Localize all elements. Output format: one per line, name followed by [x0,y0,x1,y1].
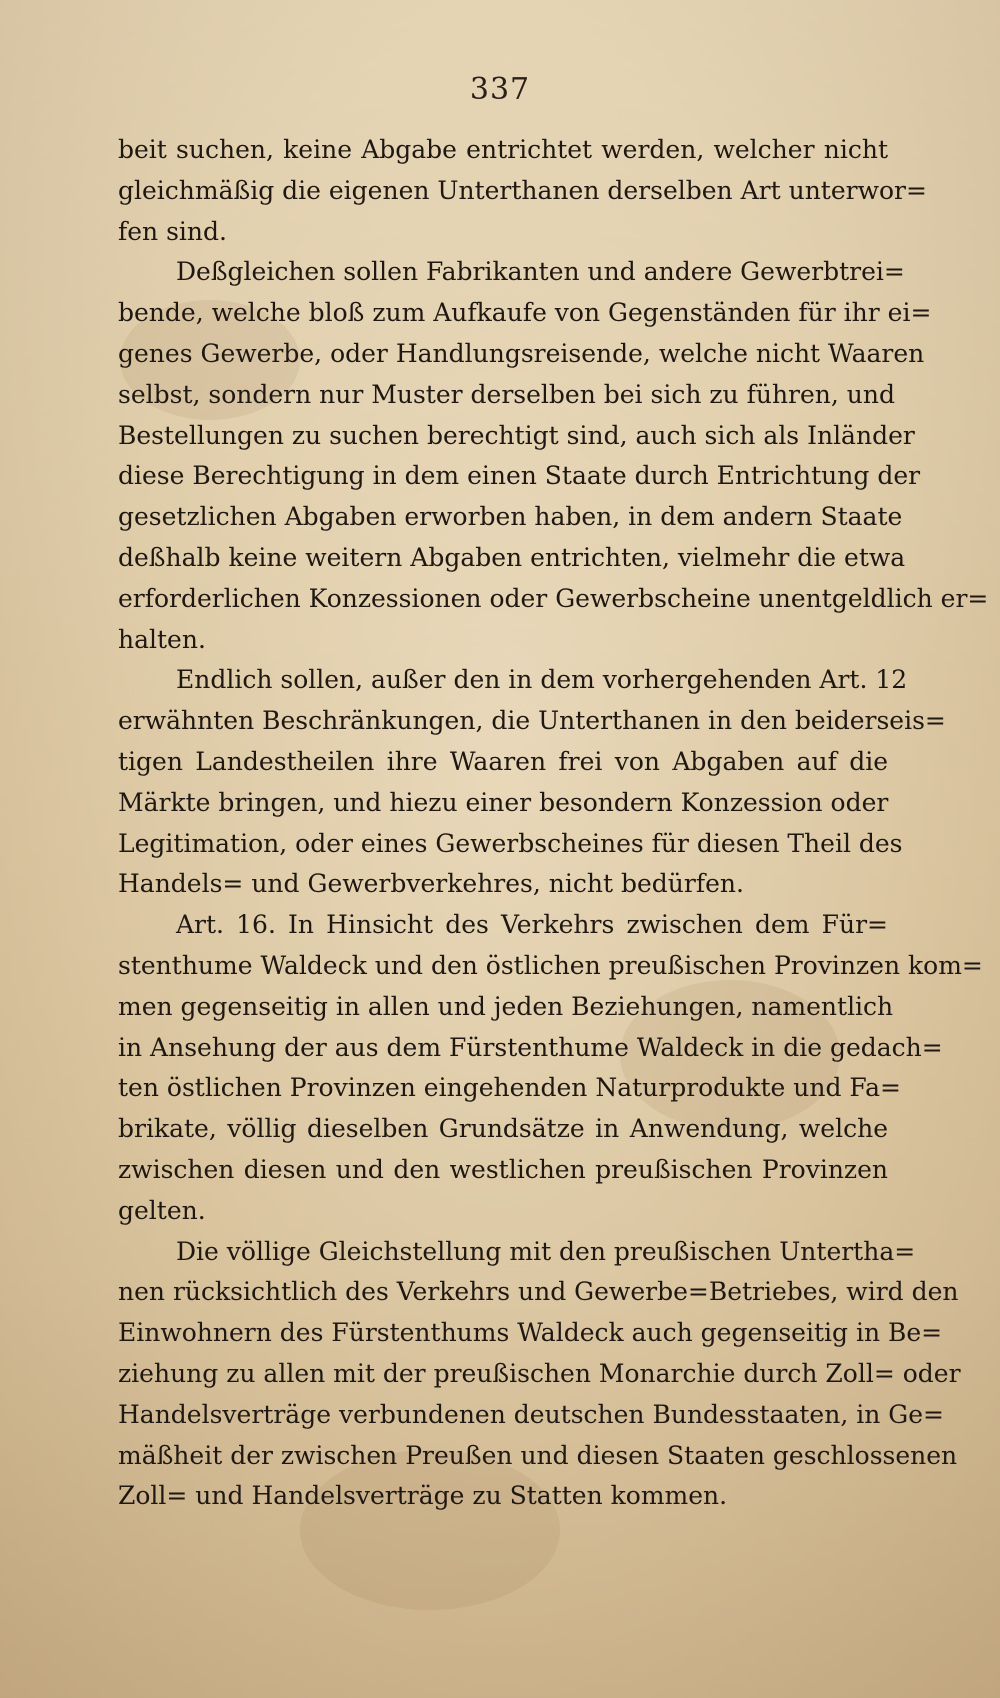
text-line: beit suchen, keine Abgabe entrichtet werden, welcher nicht [118,135,888,164]
text-line: bende, welche bloß zum Aufkaufe von Gegenständen für ihr ei= [118,298,932,328]
paragraph [118,130,927,252]
text-line: Deßgleichen sollen Fabrikanten und andere Gewerbtrei= [176,257,905,287]
text-line: diese Berechtigung in dem einen Staate durch Entrichtung der [118,461,921,491]
paragraph [118,1232,961,1518]
text-line: in Ansehung der aus dem Fürstenthume Waldeck in die gedach= [118,1032,943,1062]
text-line: Legitimation, oder eines Gewerbscheines für diesen Theil des [118,828,903,858]
paragraph [118,905,983,1231]
page-number: 337 [469,72,531,107]
text-line: halten. [118,624,206,654]
text-line: Zoll= und Handelsverträge zu Statten kommen. [118,1481,728,1511]
paragraph [118,660,946,905]
text-line: Handelsverträge verbundenen deutschen Bundesstaaten, in Ge= [118,1399,944,1429]
text-line: genes Gewerbe, oder Handlungsreisende, welche nicht Waaren [118,338,925,368]
text-line: gesetzlichen Abgaben erworben haben, in dem andern Staate [118,502,903,532]
text-line: gleichmäßig die eigenen Unterthanen derselben Art unterwor= [118,175,927,205]
text-line: Die völlige Gleichstellung mit den preußischen Untertha= [176,1236,916,1266]
text-line: Bestellungen zu suchen berechtigt sind, auch sich als Inländer [118,420,915,450]
text-line: men gegenseitig in allen und jeden Beziehungen, namentlich [118,991,894,1021]
text-line: erforderlichen Konzessionen oder Gewerbscheine unentgeldlich er= [118,583,989,613]
text-line: Märkte bringen, und hiezu einer besondern Konzession oder [118,787,889,817]
text-line: ziehung zu allen mit der preußischen Monarchie durch Zoll= oder [118,1358,961,1388]
text-line: ten östlichen Provinzen eingehenden Naturprodukte und Fa= [118,1073,901,1103]
text-line: Endlich sollen, außer den in dem vorhergehenden Art. 12 [176,665,908,695]
text-line: Art. 16. In Hinsicht des Verkehrs zwischen dem Für= [176,910,888,940]
text-line: brikate, völlig dieselben Grundsätze in Anwendung, welche [118,1114,888,1144]
text-line: mäßheit der zwischen Preußen und diesen Staaten geschlossenen [118,1440,958,1470]
text-line: gelten. [118,1195,206,1225]
text-line: Handels= und Gewerbverkehres, nicht bedürfen. [118,869,744,899]
text-line: erwähnten Beschränkungen, die Unterthanen in den beiderseis= [118,706,946,736]
paragraph [118,252,989,660]
text-line: stenthume Waldeck und den östlichen preußischen Provinzen kom= [118,950,983,980]
text-line: selbst, sondern nur Muster derselben bei sich zu führen, und [118,379,895,409]
text-line: tigen Landestheilen ihre Waaren frei von Abgaben auf die [118,746,888,776]
body-text [118,130,989,1517]
text-line: deßhalb keine weitern Abgaben entrichten, vielmehr die etwa [118,542,906,572]
text-line: nen rücksichtlich des Verkehrs und Gewerbe=Betriebes, wird den [118,1277,959,1307]
text-line: Einwohnern des Fürstenthums Waldeck auch gegenseitig in Be= [118,1318,943,1348]
text-line: zwischen diesen und den westlichen preußischen Provinzen [118,1154,888,1184]
text-line: fen sind. [118,216,227,246]
